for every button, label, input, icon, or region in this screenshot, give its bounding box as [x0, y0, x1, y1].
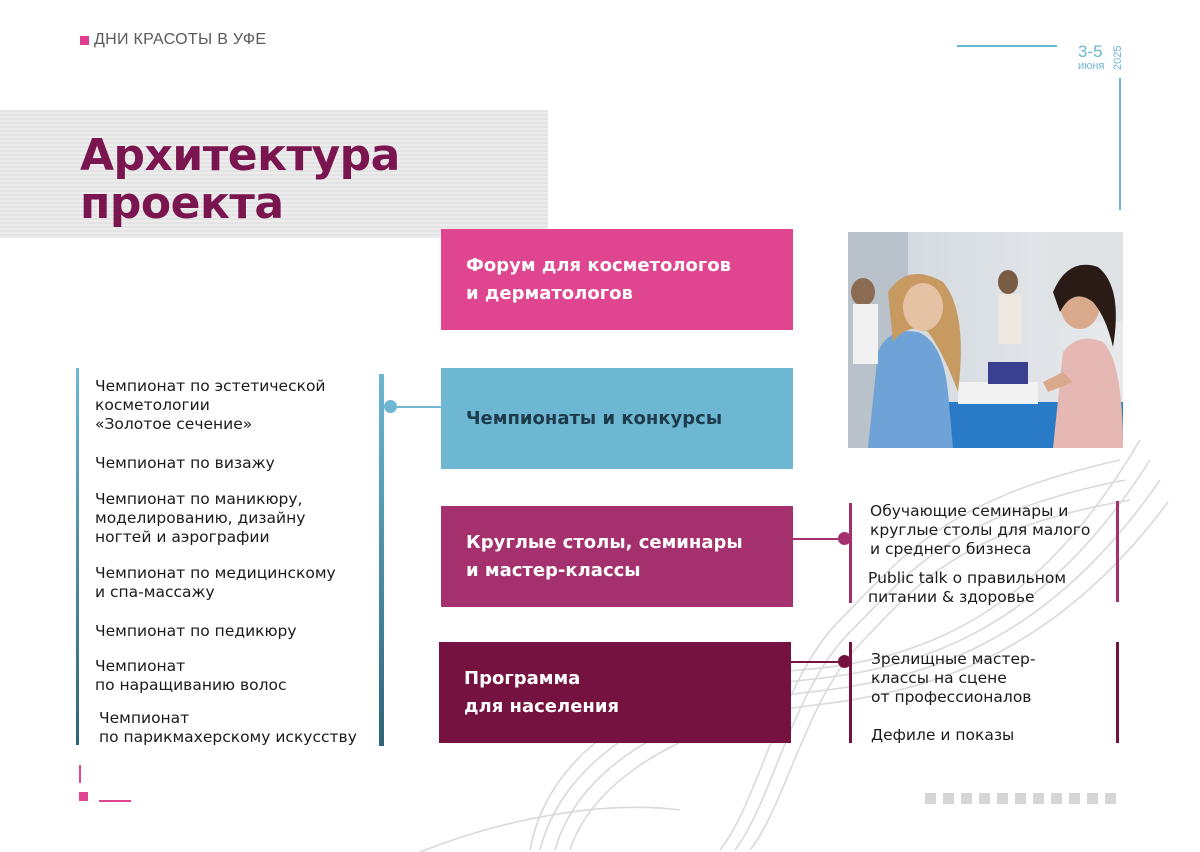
list-item-line: Чемпионат по эстетической — [95, 377, 326, 395]
list-item-line: Обучающие семинары и — [870, 502, 1069, 520]
list-item-line: Чемпионат по педикюру — [95, 622, 297, 640]
list-item-line: Public talk о правильном — [868, 569, 1067, 587]
page-title — [80, 132, 400, 228]
list-item-hair-extension — [95, 657, 287, 695]
list-item-line: классы на сцене — [871, 669, 1007, 687]
championships-box-line-1: Чемпионаты и конкурсы — [466, 407, 723, 429]
forum-box-line-2: и дерматологов — [466, 282, 633, 304]
brand-label — [80, 31, 266, 49]
list-item-line: Чемпионат по медицинскому — [95, 564, 336, 582]
footer-accent-hline — [99, 800, 131, 802]
list-item-line: круглые столы для малого — [870, 521, 1091, 539]
program-box-line-1: Программа — [464, 667, 581, 689]
brand-text: ДНИ КРАСОТЫ В УФЕ — [94, 31, 267, 48]
championships-connector-dot — [384, 400, 397, 413]
list-item-makeup — [95, 454, 275, 473]
page-indicator-dot — [1105, 793, 1116, 804]
list-item-line: ногтей и аэрографии — [95, 528, 270, 546]
list-item-line: и спа-массажу — [95, 583, 215, 601]
list-item-line: питании & здоровье — [868, 588, 1035, 606]
page-indicator-dot — [1033, 793, 1044, 804]
footer-accent-vline — [79, 765, 81, 783]
round-tables-box — [441, 506, 793, 607]
event-days: 3-5 — [1078, 42, 1103, 61]
list-item-line: Зрелищные мастер- — [871, 650, 1036, 668]
list-item-line: косметологии — [95, 396, 210, 414]
championships-connector-line — [391, 406, 443, 408]
list-item-line: по наращиванию волос — [95, 676, 287, 694]
page-title-line-1: Архитектура — [80, 130, 400, 181]
list-item-line: по парикмахерскому искусству — [99, 728, 357, 746]
forum-box-line-1: Форум для косметологов — [466, 254, 732, 276]
list-item-line: Чемпионат по маникюру, — [95, 490, 303, 508]
program-box-line-2: для населения — [464, 695, 620, 717]
list-item-line: Дефиле и показы — [871, 726, 1015, 744]
seminars-item-training — [870, 502, 1090, 559]
footer-square-icon — [79, 792, 88, 801]
right-accent-line — [1119, 78, 1121, 210]
list-item-line: моделированию, дизайну — [95, 509, 306, 527]
list-item-line: от профессионалов — [871, 688, 1032, 706]
page-indicator-dot — [1051, 793, 1062, 804]
list-item-pedicure — [95, 622, 297, 641]
list-item-line: Чемпионат по визажу — [95, 454, 275, 472]
page-indicator-dot — [997, 793, 1008, 804]
brand-square-icon — [80, 36, 89, 45]
championships-left-bar — [76, 368, 79, 745]
program-box — [439, 642, 791, 743]
program-item-masterclasses — [871, 650, 1035, 707]
list-item-aesthetic-cosmetology — [95, 377, 326, 434]
championships-right-bar — [379, 374, 384, 746]
exhibition-photo — [848, 232, 1123, 448]
championships-box — [441, 368, 793, 469]
seminars-left-bar — [849, 503, 852, 603]
event-year: 2025 — [1112, 45, 1124, 70]
list-item-line: Чемпионат — [95, 657, 186, 675]
page-indicator-dot — [961, 793, 972, 804]
page-indicator — [925, 793, 1116, 804]
round-tables-box-line-1: Круглые столы, семинары — [466, 531, 743, 553]
seminars-right-bar — [1116, 501, 1119, 602]
list-item-line: Чемпионат — [99, 709, 190, 727]
page-indicator-dot — [943, 793, 954, 804]
page-indicator-dot — [1069, 793, 1080, 804]
program-item-defile — [871, 726, 1014, 745]
round-tables-box-line-2: и мастер-классы — [466, 559, 641, 581]
program-right-bar — [1116, 642, 1119, 743]
event-year-wrap — [1110, 44, 1130, 70]
list-item-manicure — [95, 490, 305, 547]
list-item-line: и среднего бизнеса — [870, 540, 1032, 558]
page-title-line-2: проекта — [80, 178, 284, 229]
page-indicator-dot — [979, 793, 990, 804]
date-divider — [957, 45, 1057, 47]
program-left-bar — [849, 642, 852, 743]
event-month: июня — [1078, 60, 1105, 72]
forum-box — [441, 229, 793, 330]
list-item-line: «Золотое сечение» — [95, 415, 253, 433]
list-item-massage — [95, 564, 336, 602]
page-indicator-dot — [925, 793, 936, 804]
list-item-hairdressing — [99, 709, 357, 747]
page-indicator-dot — [1087, 793, 1098, 804]
page-indicator-dot — [1015, 793, 1026, 804]
seminars-item-public-talk — [868, 569, 1066, 607]
